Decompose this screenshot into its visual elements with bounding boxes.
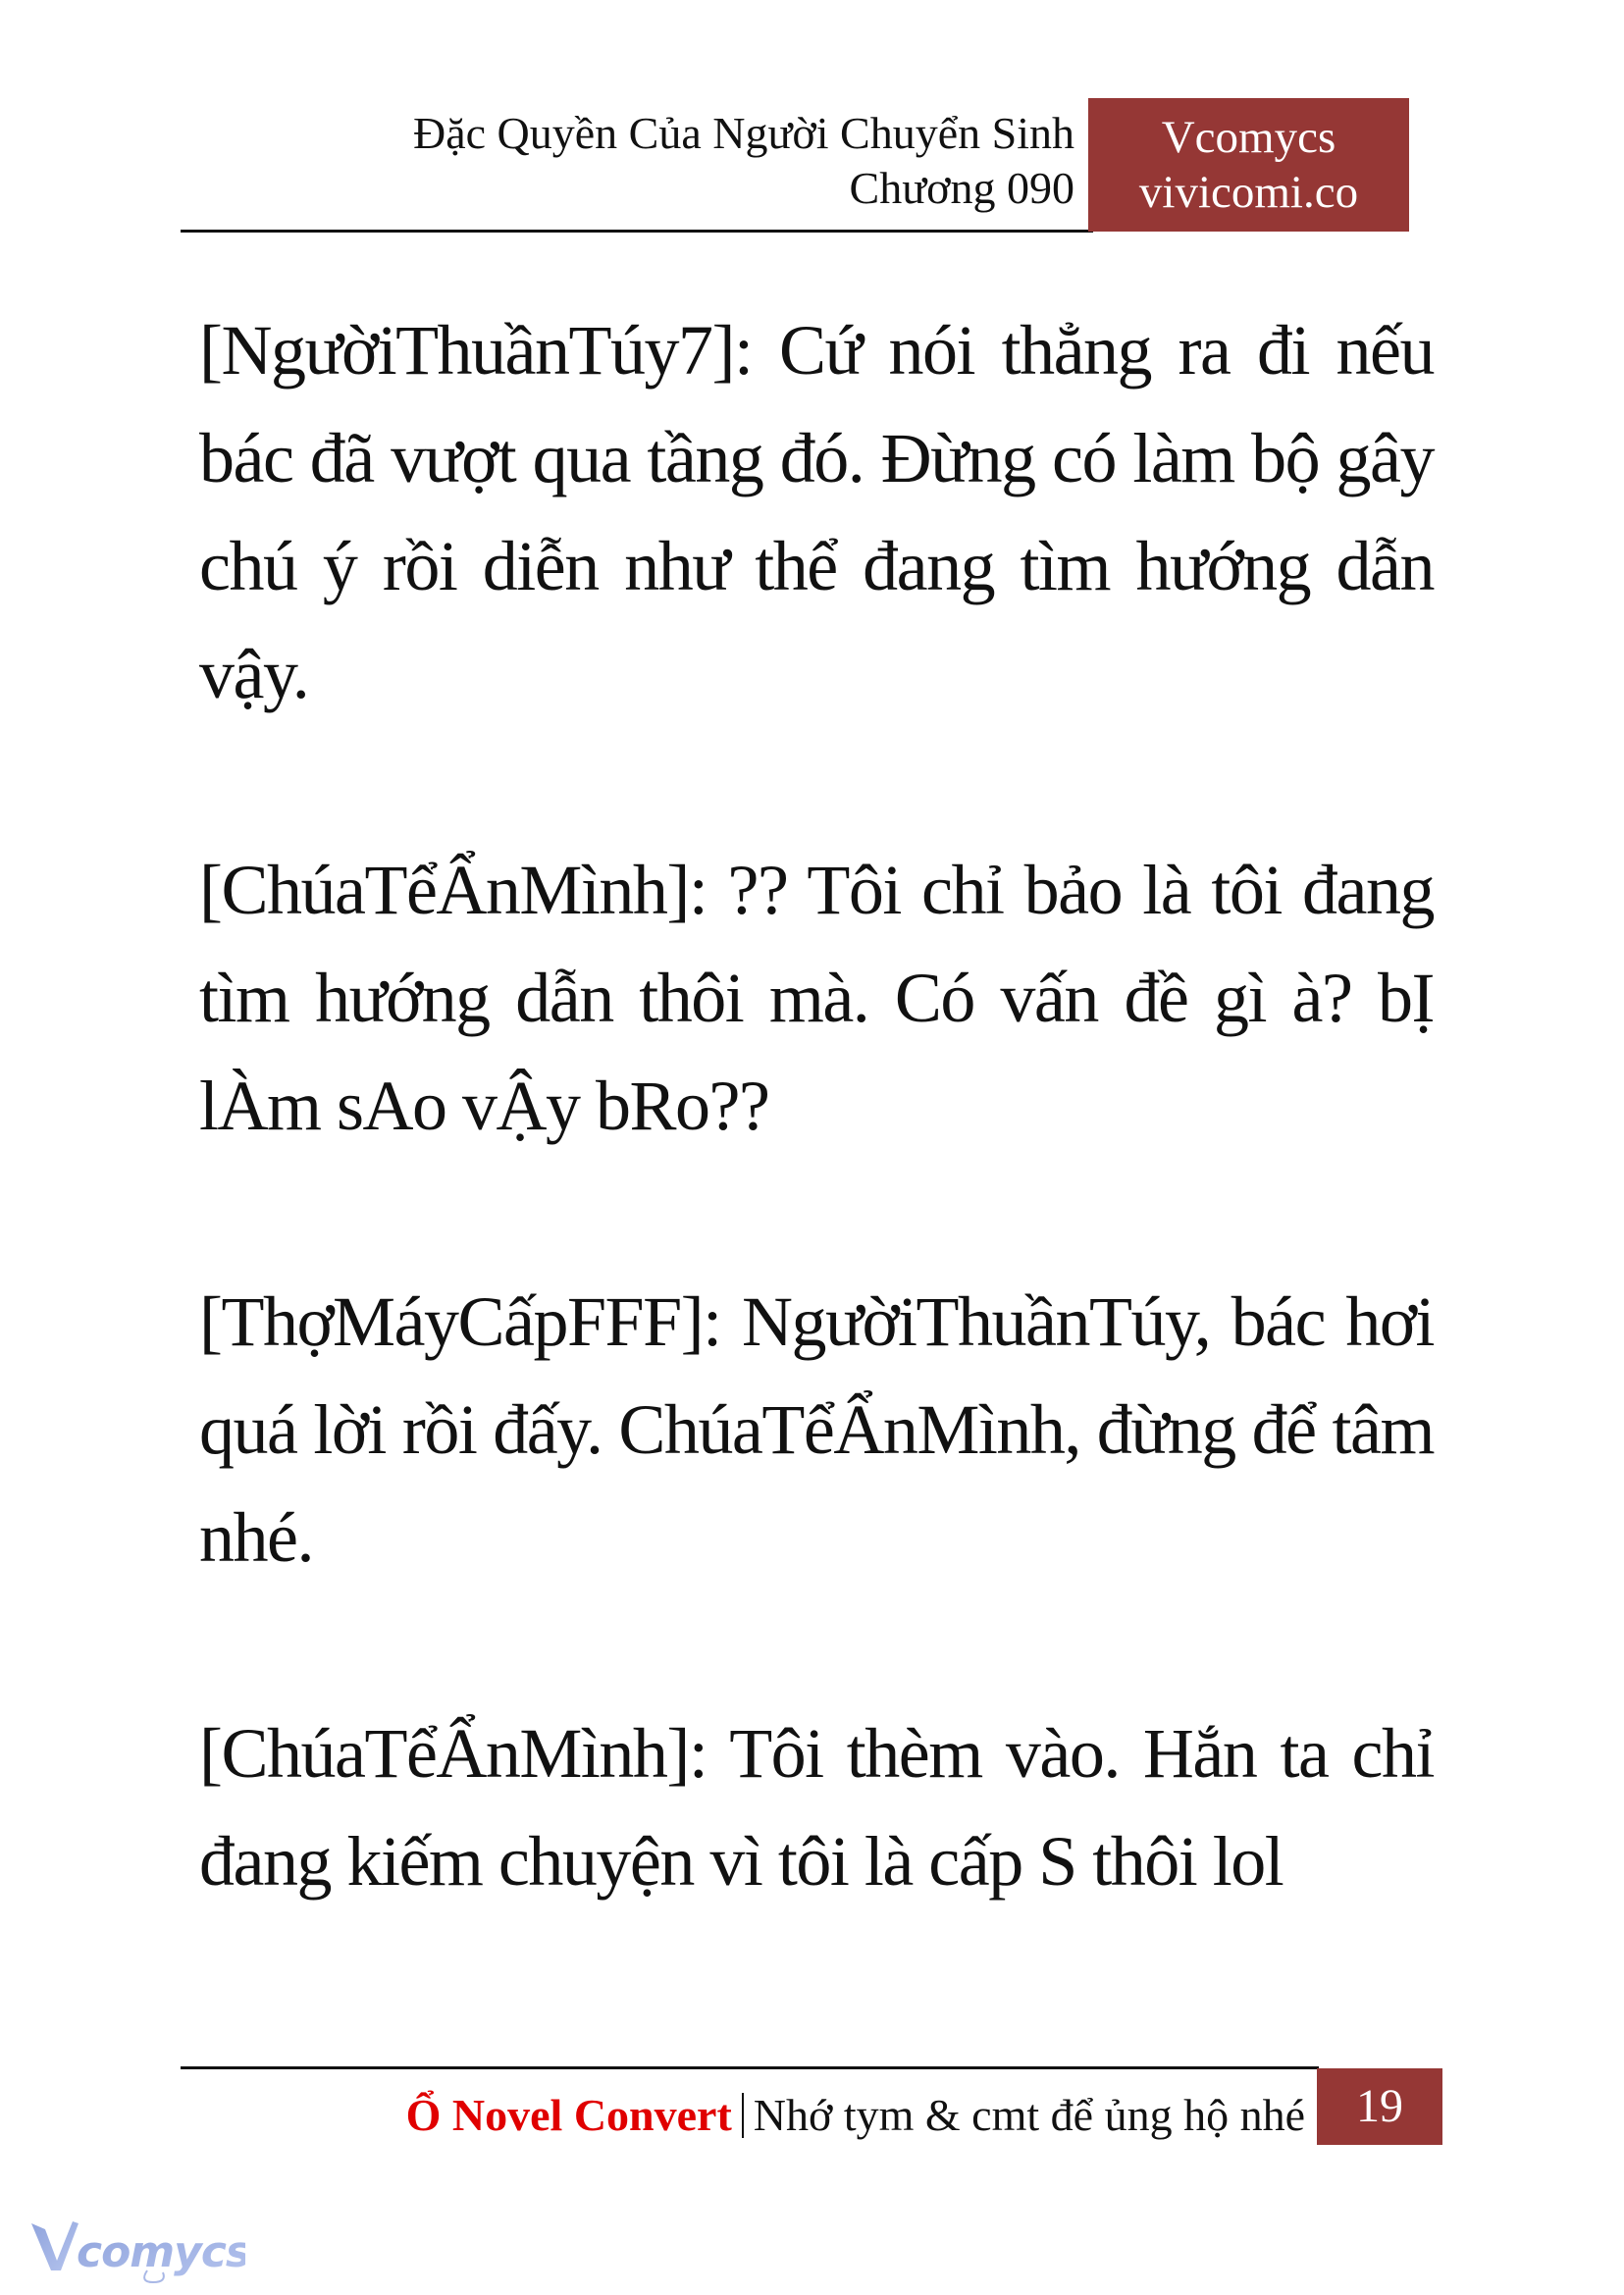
footer-brand: Ổ Novel Convert xyxy=(405,2090,732,2140)
brand-badge xyxy=(1088,98,1409,232)
vcomycs-logo-icon xyxy=(29,2216,245,2286)
footer-message: Nhớ tym & cmt để ủng hộ nhé xyxy=(753,2090,1305,2140)
footer-divider xyxy=(181,2066,1319,2069)
paragraph: [ChúaTểẨnMình]: ?? Tôi chỉ bảo là tôi đang tìm hướng dẫn thôi mà. Có vấn đề gì à? bỊ lÀm sAo vẬy bRo?? xyxy=(199,851,1434,1145)
paragraph: [ChúaTểẨnMình]: Tôi thèm vào. Hắn ta chỉ đang kiếm chuyện vì tôi là cấp S thôi lol xyxy=(199,1714,1434,1901)
svg-text:comycs: comycs xyxy=(77,2227,245,2277)
document-header-title xyxy=(294,106,1074,216)
book-title: Đặc Quyền Của Người Chuyển Sinh xyxy=(412,108,1074,158)
chapter-body xyxy=(199,296,1434,2023)
brand-site: vivicomi.co xyxy=(1138,167,1359,218)
paragraph: [NgườiThuầnTúy7]: Cứ nói thẳng ra đi nếu bác đã vượt qua tầng đó. Đừng có làm bộ gây chú ý rồi diễn như thể đang tìm hướng dẫn vậy. xyxy=(199,311,1434,713)
brand-name: Vcomycs xyxy=(1161,112,1336,163)
footer-separator xyxy=(742,2093,744,2138)
header-divider xyxy=(181,230,1093,233)
page-number: 19 xyxy=(1317,2068,1442,2145)
paragraph: [ThợMáyCấpFFF]: NgườiThuầnTúy, bác hơi quá lời rồi đấy. ChúaTểẨnMình, đừng để tâm nhé. xyxy=(199,1282,1434,1577)
footer-note xyxy=(294,2088,1305,2143)
chapter-label: Chương 090 xyxy=(849,163,1074,213)
